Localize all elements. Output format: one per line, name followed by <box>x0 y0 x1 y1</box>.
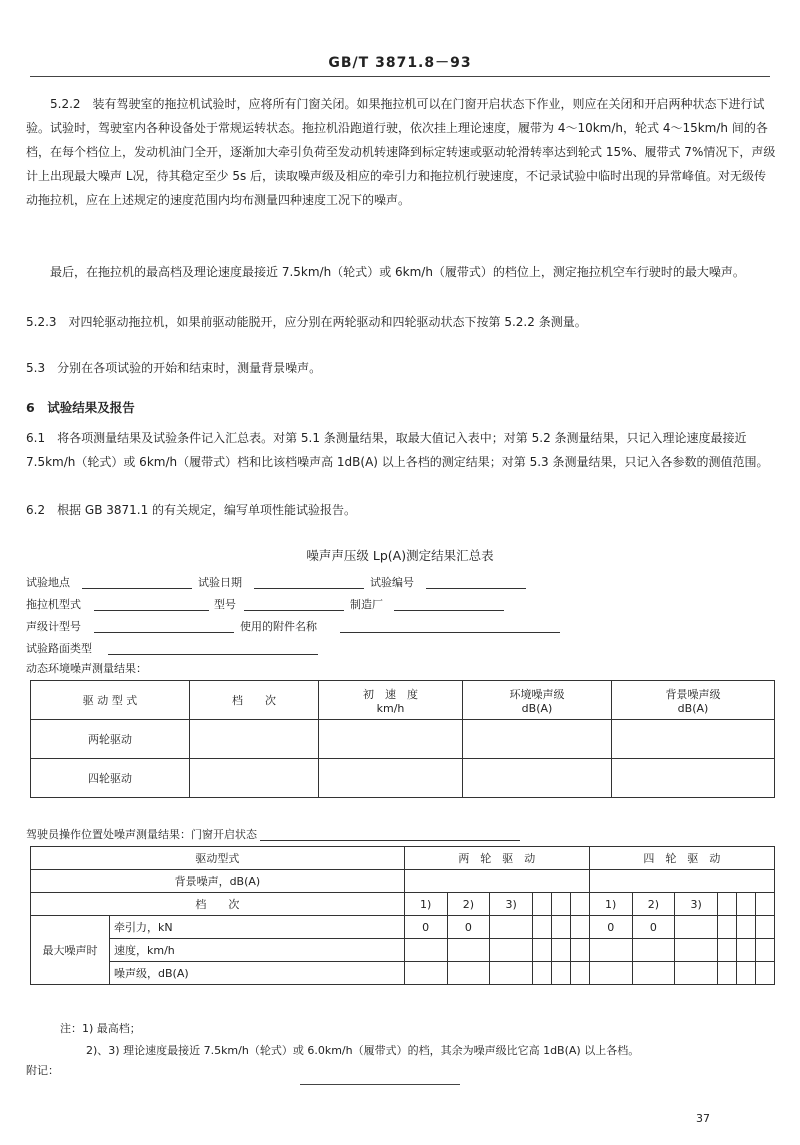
field-site: 试验地点 <box>26 576 70 589</box>
t1-row-four-wheel: 四轮驱动 <box>31 759 190 798</box>
paragraph-5-2-2: 5.2.2 装有驾驶室的拖拉机试验时，应将所有门窗关闭。如果拖拉机可以在门窗开启状态下作业，则应在关闭和开启两种状态下进行试验。试验时，驾驶室内各种设备处于常规运转状态。拖拉机沿跑道行驶，依次挂上理论速度，履带为 4～10km/h，轮式 4～15km/h 间的各档，在每个档位上，发动机油门全开，逐渐加大牵引负荷至发动机转速降到标定转速或驱动轮滑转率达到轮式 15%、履带式 7%情况下，声级计上出现最大噪声 L况，待其稳定至少 5s 后，读取噪声级及相应的牵引力和拖拉机行驶速度，不记录试验中临时出现的异常峰值。对无级传动拖拉机，应在上述规定的速度范围内均布测量四种速度工况下的噪声。 <box>26 97 776 207</box>
driver-position-line: 驾驶员操作位置处噪声测量结果：门窗开启状态 <box>26 828 257 841</box>
field-number: 试验编号 <box>370 576 414 589</box>
t2-gear-2-four: 2) <box>632 893 675 916</box>
t2-gear-1-two: 1) <box>404 893 447 916</box>
field-factory: 制造厂 <box>350 598 383 611</box>
end-rule <box>300 1084 460 1085</box>
t2-zero-1-four: 0 <box>589 916 632 939</box>
t1-header-env: 环境噪声级 dB(A) <box>463 681 612 720</box>
t2-background: 背景噪声，dB(A) <box>31 870 405 893</box>
page-number: 37 <box>696 1112 710 1125</box>
section-6-heading: 6 试验结果及报告 <box>26 400 135 415</box>
driver-noise-table <box>30 846 775 985</box>
t2-drive-type: 驱动型式 <box>31 847 405 870</box>
t1-header-speed: 初 速 度 km/h <box>319 681 463 720</box>
t1-row-two-wheel: 两轮驱动 <box>31 720 190 759</box>
note-1: 注：1) 最高档； <box>60 1022 141 1035</box>
field-type: 型号 <box>214 598 236 611</box>
field-accessory: 使用的附件名称 <box>240 620 317 633</box>
t2-zero-2-two: 0 <box>447 916 490 939</box>
paragraph-6-2: 6.2 根据 GB 3871.1 的有关规定，编写单项性能试验报告。 <box>26 503 357 517</box>
t2-speed: 速度，km/h <box>110 939 405 962</box>
paragraph-5-3: 5.3 分别在各项试验的开始和结束时，测量背景噪声。 <box>26 361 322 375</box>
t2-gear-1-four: 1) <box>589 893 632 916</box>
paragraph-last-gear: 最后，在拖拉机的最高档及理论速度最接近 7.5km/h（轮式）或 6km/h（履带式）的档位上，测定拖拉机空车行驶时的最大噪声。 <box>50 265 745 279</box>
paragraph-5-2-3: 5.2.3 对四轮驱动拖拉机，如果前驱动能脱开，应分别在两轮驱动和四轮驱动状态下按第 5.2.2 条测量。 <box>26 315 587 329</box>
t1-header-gear: 档 次 <box>190 681 319 720</box>
dynamic-noise-table <box>30 680 775 798</box>
t2-gear-3-two: 3) <box>490 893 533 916</box>
t2-gear: 档 次 <box>31 893 405 916</box>
attach-label: 附记： <box>26 1064 59 1077</box>
t2-noise: 噪声级，dB(A) <box>110 962 405 985</box>
t1-header-bg: 背景噪声级 dB(A) <box>612 681 775 720</box>
t2-two-wheel: 两 轮 驱 动 <box>404 847 589 870</box>
t2-gear-2-two: 2) <box>447 893 490 916</box>
paragraph-6-1: 6.1 将各项测量结果及试验条件记入汇总表。对第 5.1 条测量结果，取最大值记入表中；对第 5.2 条测量结果，只记入理论速度最接近 7.5km/h（轮式）或 6km/h（履带式）档和比该档噪声高 1dB(A) 以上各档的测定结果；对第 5.3 条测量结果，只记入各参数的测值范围。 <box>26 431 769 469</box>
field-model: 拖拉机型式 <box>26 598 81 611</box>
header-rule <box>30 76 770 77</box>
field-dynamic: 动态环境噪声测量结果： <box>26 662 147 675</box>
t2-zero-1-two: 0 <box>404 916 447 939</box>
field-date: 试验日期 <box>198 576 242 589</box>
standard-header: GB/T 3871.8－93 <box>328 55 472 71</box>
field-road: 试验路面类型 <box>26 642 92 655</box>
note-2: 2)、3) 理论速度最接近 7.5km/h（轮式）或 6.0km/h（履带式）的档，其余为噪声级比它高 1dB(A) 以上各档。 <box>86 1044 640 1057</box>
t2-gear-3-four: 3) <box>675 893 718 916</box>
table-title: 噪声声压级 Lp(A)测定结果汇总表 <box>306 548 494 563</box>
t2-traction: 牵引力，kN <box>110 916 405 939</box>
field-meter: 声级计型号 <box>26 620 81 633</box>
t2-zero-2-four: 0 <box>632 916 675 939</box>
t1-header-drive: 驱 动 型 式 <box>31 681 190 720</box>
t2-four-wheel: 四 轮 驱 动 <box>589 847 774 870</box>
t2-max-noise: 最大噪声时 <box>31 916 110 985</box>
